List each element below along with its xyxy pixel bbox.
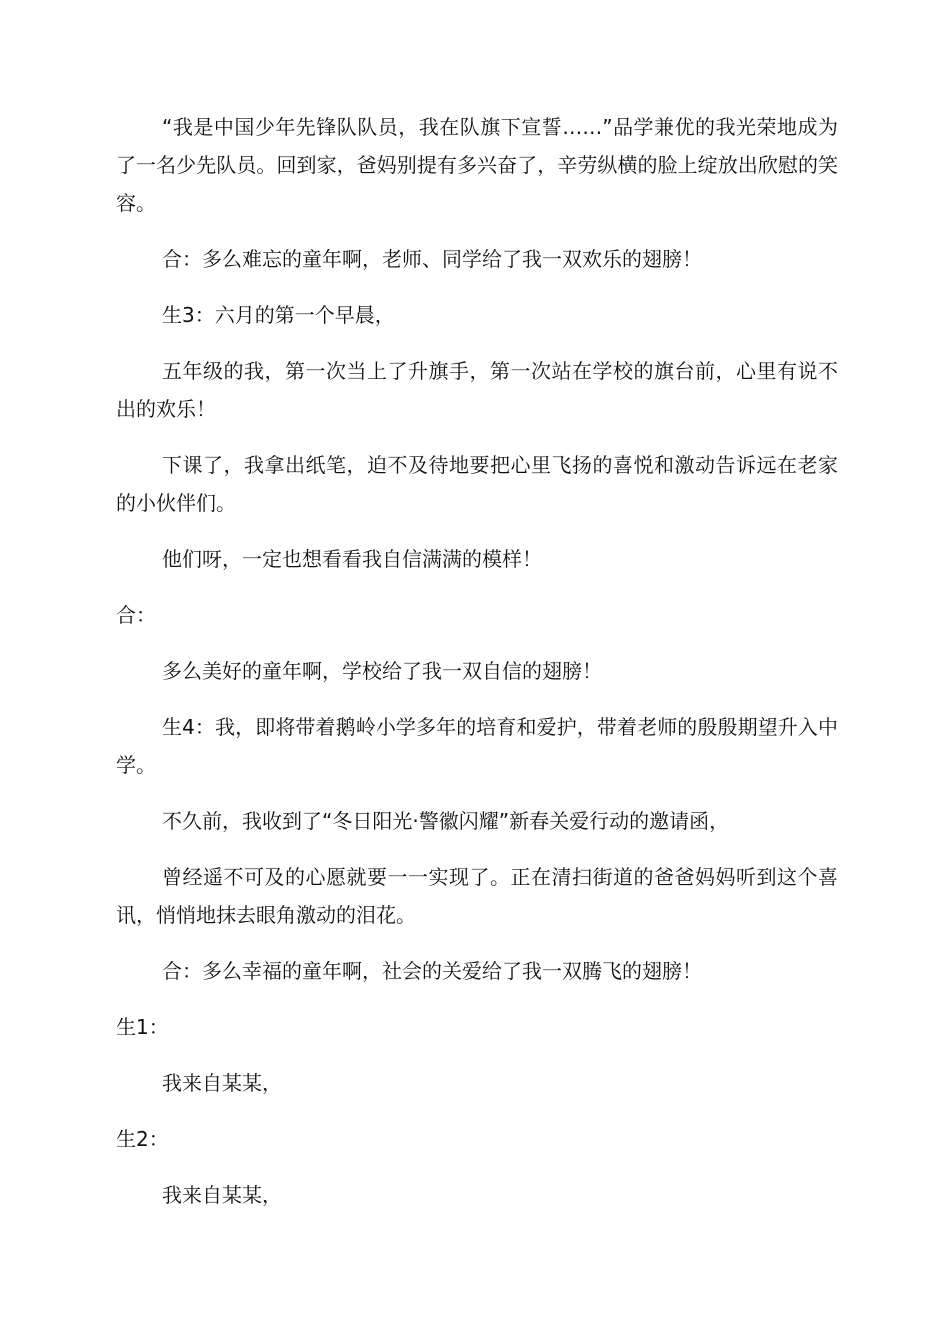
paragraph-11: 曾经遥不可及的心愿就要一一实现了。正在清扫街道的爸爸妈妈听到这个喜讯，悄悄地抹去眼角激动的泪花。 <box>116 865 838 927</box>
paragraph-6: 他们呀，一定也想看看我自信满满的模样！ <box>162 547 542 571</box>
paragraph-8: 多么美好的童年啊，学校给了我一双自信的翅膀！ <box>162 659 602 683</box>
paragraph-4: 五年级的我，第一次当上了升旗手，第一次站在学校的旗台前，心里有说不出的欢乐！ <box>116 359 838 421</box>
paragraph-3: 生3：六月的第一个早晨， <box>162 303 395 327</box>
paragraph-13: 生1： <box>116 1015 169 1039</box>
paragraph-5: 下课了，我拿出纸笔，迫不及待地要把心里飞扬的喜悦和激动告诉远在老家的小伙伴们。 <box>116 453 838 515</box>
paragraph-14: 我来自某某， <box>162 1071 282 1095</box>
paragraph-2: 合：多么难忘的童年啊，老师、同学给了我一双欢乐的翅膀！ <box>162 247 702 271</box>
paragraph-16: 我来自某某， <box>162 1183 282 1207</box>
paragraph-9: 生4：我，即将带着鹅岭小学多年的培育和爱护，带着老师的殷殷期望升入中学。 <box>116 715 838 777</box>
paragraph-10: 不久前，我收到了“冬日阳光·警徽闪耀”新春关爱行动的邀请函， <box>162 809 730 833</box>
document-body <box>116 108 838 1232</box>
paragraph-12: 合：多么幸福的童年啊，社会的关爱给了我一双腾飞的翅膀！ <box>162 959 702 983</box>
paragraph-15: 生2： <box>116 1127 169 1151</box>
paragraph-7: 合： <box>116 603 156 627</box>
paragraph-1: “我是中国少年先锋队队员，我在队旗下宣誓……”品学兼优的我光荣地成为了一名少先队员。回到家，爸妈别提有多兴奋了，辛劳纵横的脸上绽放出欣慰的笑容。 <box>116 115 838 215</box>
